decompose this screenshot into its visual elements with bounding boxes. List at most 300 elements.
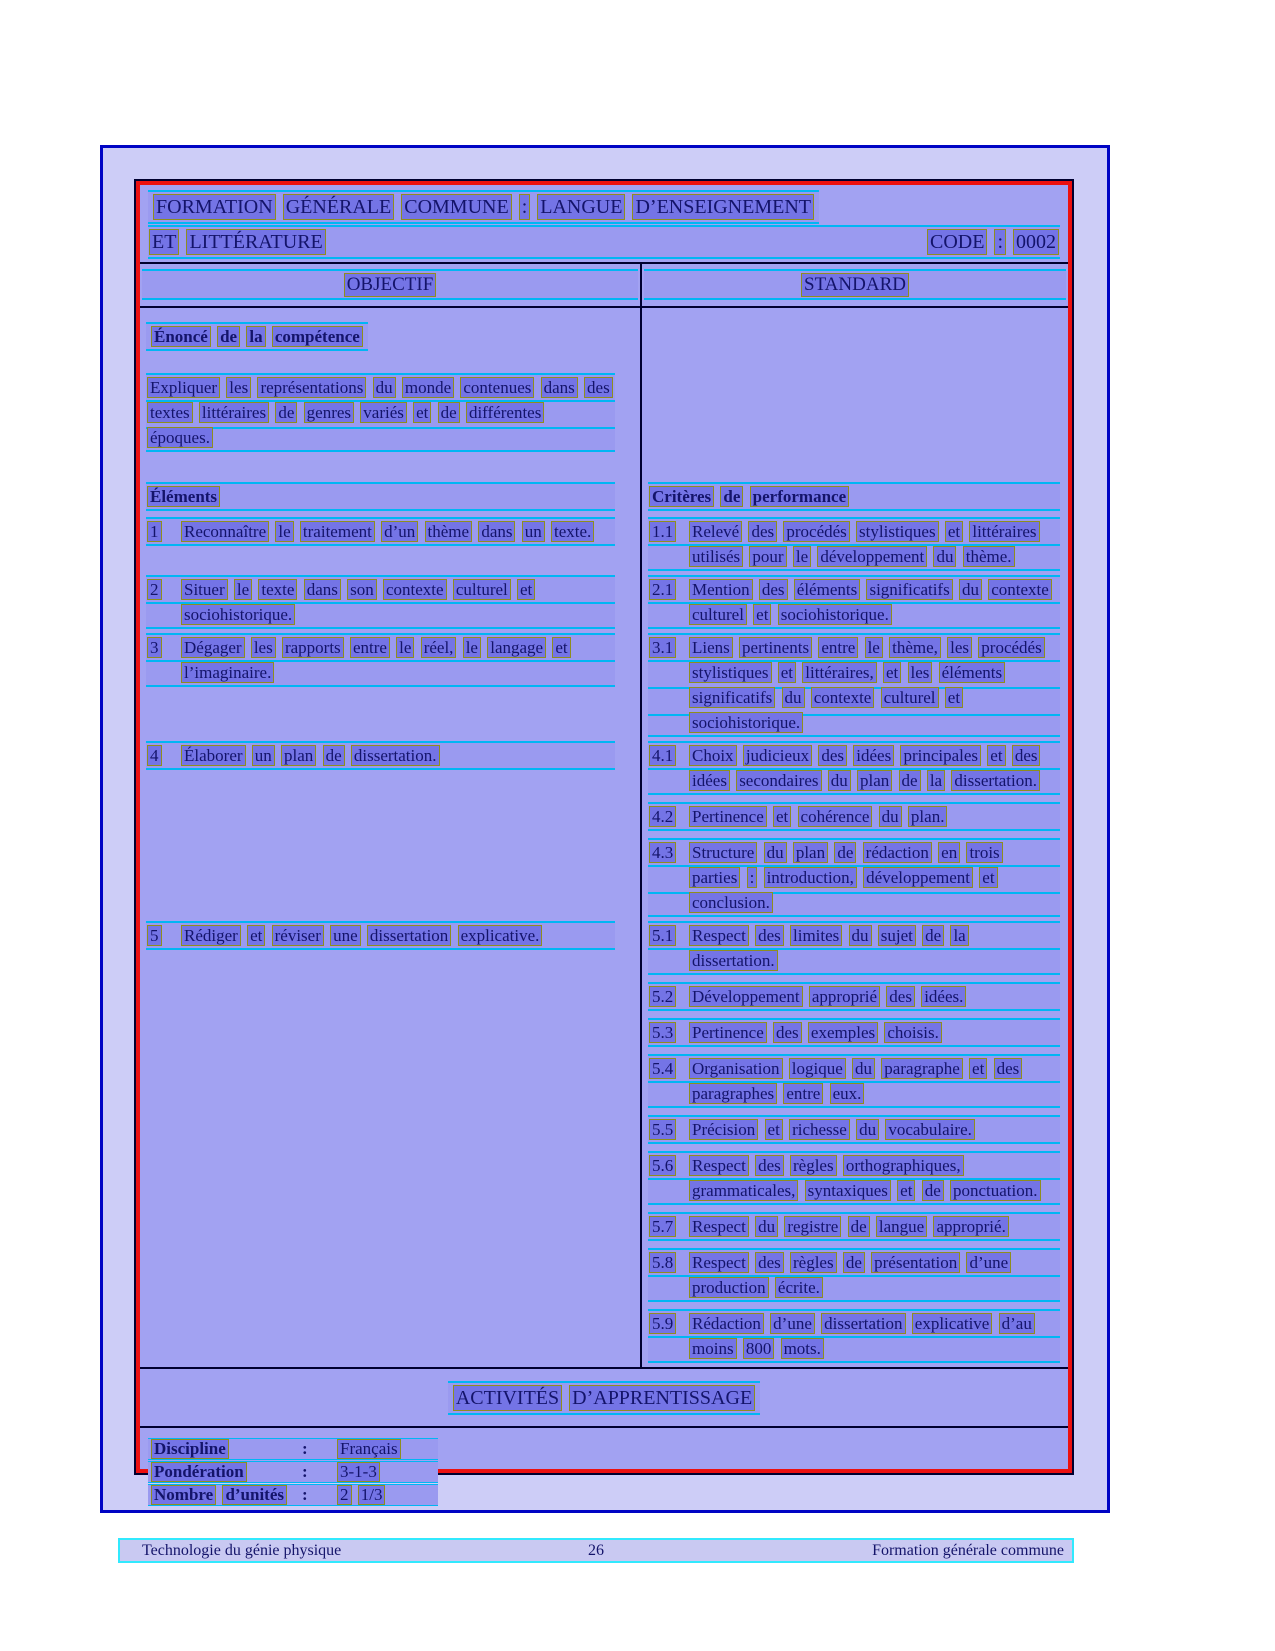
word-highlight: paragraphe [881, 1058, 963, 1079]
criterion-text [688, 923, 1060, 973]
word-highlight: idées [689, 770, 730, 791]
word-highlight: 5.1 [649, 925, 676, 946]
word-highlight: différentes [466, 402, 544, 423]
criterion-text [688, 1153, 1060, 1203]
word-highlight: du [764, 842, 787, 863]
word-highlight: et [945, 521, 963, 542]
word-highlight: la [927, 770, 945, 791]
word-highlight: le [275, 521, 293, 542]
word-highlight: Pertinence [689, 1022, 767, 1043]
word-highlight: des [1012, 745, 1041, 766]
word-highlight: des [773, 1022, 802, 1043]
criteria-cell [642, 921, 1066, 1363]
word-highlight: thème. [963, 546, 1015, 567]
standard-column-header [642, 264, 1068, 306]
word-highlight: et [517, 579, 535, 600]
element-item [146, 633, 615, 687]
criterion-text [688, 743, 1060, 793]
word-highlight: 5.4 [649, 1058, 676, 1079]
word-highlight: 1/3 [358, 1485, 386, 1505]
word-highlight: 5.2 [649, 986, 676, 1007]
course-info-section [140, 1426, 1068, 1507]
element-criteria-row [140, 633, 1068, 737]
word-highlight: Expliquer [147, 377, 220, 398]
word-highlight: et [945, 687, 963, 708]
word-highlight: du [828, 770, 851, 791]
criterion-item [648, 1151, 1060, 1205]
footer-page-number: 26 [588, 1541, 604, 1559]
word-highlight: les [226, 377, 251, 398]
word-highlight: traitement [300, 521, 375, 542]
word-highlight: une [330, 925, 361, 946]
word-highlight: pour [749, 546, 786, 567]
word-highlight: ponctuation. [950, 1180, 1041, 1201]
word-highlight: 4.3 [649, 842, 676, 863]
word-highlight: Pondération [151, 1462, 247, 1482]
criterion-number [648, 1020, 688, 1045]
element-criteria-rows [140, 517, 1068, 1363]
element-cell [140, 517, 640, 546]
word-highlight: entre [350, 637, 390, 658]
word-highlight: le [865, 637, 883, 658]
word-highlight: la [950, 925, 968, 946]
word-highlight: de [843, 1252, 865, 1273]
word-highlight: de [720, 486, 743, 507]
criterion-text [688, 1250, 1060, 1300]
word-highlight: littéraires [969, 521, 1039, 542]
word-highlight: et [897, 1180, 915, 1201]
element-cell [140, 633, 640, 687]
word-highlight: dissertation [367, 925, 451, 946]
word-highlight: OBJECTIF [344, 273, 437, 297]
element-number [146, 923, 180, 948]
word-highlight: Choix [689, 745, 737, 766]
word-highlight: du [933, 546, 956, 567]
word-highlight: les [908, 662, 933, 683]
word-highlight: et [247, 925, 265, 946]
element-item [146, 921, 615, 950]
element-criteria-row [140, 517, 1068, 571]
word-highlight: plan [281, 745, 316, 766]
word-highlight: Précision [689, 1119, 758, 1140]
word-highlight: du [849, 925, 872, 946]
info-colon: : [302, 1462, 308, 1481]
word-highlight: 800 [743, 1338, 775, 1359]
standard-label [644, 269, 1066, 300]
criterion-text [688, 519, 1060, 569]
word-highlight: de [323, 745, 345, 766]
word-highlight: idées. [921, 986, 966, 1007]
objectif-column-header [140, 264, 642, 306]
activities-section [140, 1367, 1068, 1426]
word-highlight: 5.8 [649, 1252, 676, 1273]
element-cell [140, 575, 640, 629]
criteria-cell [642, 633, 1066, 737]
word-highlight: des [755, 1252, 784, 1273]
word-highlight: 2.1 [649, 579, 676, 600]
word-highlight: limites [790, 925, 842, 946]
word-highlight: Respect [689, 1155, 749, 1176]
word-highlight: 0002 [1013, 229, 1059, 255]
criterion-text [688, 984, 1060, 1009]
word-highlight: 5.6 [649, 1155, 676, 1176]
criterion-number [648, 519, 688, 569]
word-highlight: introduction, [764, 867, 857, 888]
element-text [180, 743, 615, 768]
word-highlight: pertinents [739, 637, 812, 658]
criterion-item [648, 1212, 1060, 1241]
criterion-number [648, 984, 688, 1009]
word-highlight: vocabulaire. [885, 1119, 975, 1140]
word-highlight: eux. [830, 1083, 865, 1104]
word-highlight: des [584, 377, 613, 398]
word-highlight: COMMUNE [401, 194, 511, 220]
word-highlight: textes [147, 402, 193, 423]
word-highlight: texte [258, 579, 297, 600]
word-highlight: un [252, 745, 275, 766]
word-highlight: Développement [689, 986, 803, 1007]
word-highlight: contexte [811, 687, 875, 708]
info-label [150, 1462, 302, 1482]
word-highlight: Liens [689, 637, 733, 658]
word-highlight: variés [360, 402, 407, 423]
criterion-number [648, 1056, 688, 1106]
word-highlight: dans [478, 521, 515, 542]
word-highlight: judicieux [743, 745, 812, 766]
word-highlight: Éléments [147, 486, 220, 507]
word-highlight: procédés [783, 521, 849, 542]
word-highlight: stylistiques [689, 662, 772, 683]
info-value [336, 1462, 381, 1482]
criterion-number [648, 635, 688, 735]
word-highlight: dissertation. [951, 770, 1040, 791]
element-text [180, 635, 615, 685]
criterion-item [648, 1309, 1060, 1363]
word-highlight: Respect [689, 1216, 749, 1237]
word-highlight: Respect [689, 1252, 749, 1273]
word-highlight: éléments [794, 579, 860, 600]
word-highlight: sociohistorique. [778, 604, 892, 625]
word-highlight: d’une [770, 1313, 815, 1334]
info-label [150, 1439, 302, 1459]
info-value [336, 1439, 402, 1459]
word-highlight: significatifs [689, 687, 775, 708]
element-criteria-row [140, 741, 1068, 917]
word-highlight: du [782, 687, 805, 708]
word-highlight: FORMATION [153, 194, 276, 220]
word-highlight: culturel [881, 687, 939, 708]
criterion-item [648, 575, 1060, 629]
word-highlight: développement [817, 546, 927, 567]
word-highlight: et [987, 745, 1005, 766]
course-title-line1 [148, 190, 819, 224]
criterion-item [648, 921, 1060, 975]
word-highlight: registre [784, 1216, 841, 1237]
word-highlight: moins [689, 1338, 737, 1359]
word-highlight: production [689, 1277, 769, 1298]
criterion-number [648, 743, 688, 793]
word-highlight: orthographiques, [843, 1155, 964, 1176]
word-highlight: 2 [337, 1485, 352, 1505]
criterion-number [648, 804, 688, 829]
criterion-number [648, 1153, 688, 1203]
word-highlight: du [959, 579, 982, 600]
word-highlight: de [834, 842, 856, 863]
course-title-line2-text [148, 227, 327, 257]
elements-heading [146, 482, 615, 511]
element-text [180, 577, 615, 627]
word-highlight: culturel [453, 579, 511, 600]
word-highlight: le [793, 546, 811, 567]
word-highlight: du [852, 1058, 875, 1079]
word-highlight: paragraphes [689, 1083, 777, 1104]
word-highlight: littéraires [199, 402, 269, 423]
word-highlight: culturel [689, 604, 747, 625]
word-highlight: Situer [181, 579, 228, 600]
word-highlight: : [747, 867, 758, 888]
word-highlight: LITTÉRATURE [186, 229, 325, 255]
word-highlight: rédaction [863, 842, 932, 863]
word-highlight: réel, [421, 637, 457, 658]
word-highlight: des [818, 745, 847, 766]
word-highlight: plan [857, 770, 892, 791]
criterion-item [648, 838, 1060, 917]
word-highlight: Dégager [181, 637, 245, 658]
word-highlight: la [246, 326, 265, 347]
element-item [146, 741, 615, 770]
word-highlight: 2 [147, 579, 162, 600]
word-highlight: des [759, 579, 788, 600]
word-highlight: le [234, 579, 252, 600]
element-number [146, 519, 180, 544]
criteria-cell [642, 517, 1066, 571]
word-highlight: secondaires [736, 770, 821, 791]
word-highlight: époques. [147, 427, 213, 448]
word-highlight: Discipline [151, 1439, 229, 1459]
word-highlight: 1.1 [649, 521, 676, 542]
word-highlight: règles [790, 1155, 837, 1176]
table-body [140, 308, 1068, 1367]
word-highlight: son [347, 579, 377, 600]
word-highlight: de [922, 1180, 944, 1201]
word-highlight: écrite. [775, 1277, 823, 1298]
criterion-text [688, 577, 1060, 627]
criterion-item [648, 633, 1060, 737]
word-highlight: du [373, 377, 396, 398]
word-highlight: dissertation. [351, 745, 440, 766]
course-title-line2 [148, 225, 1060, 259]
word-highlight: plan [793, 842, 828, 863]
element-text [180, 923, 615, 948]
word-highlight: des [748, 521, 777, 542]
element-number [146, 743, 180, 768]
word-highlight: des [755, 925, 784, 946]
word-highlight: 3.1 [649, 637, 676, 658]
info-line [148, 1438, 438, 1460]
element-cell [140, 741, 640, 770]
word-highlight: en [938, 842, 960, 863]
word-highlight: richesse [789, 1119, 850, 1140]
word-highlight: approprié [809, 986, 880, 1007]
word-highlight: trois [966, 842, 1002, 863]
criterion-text [688, 1020, 1060, 1045]
word-highlight: du [755, 1216, 778, 1237]
course-code [926, 227, 1060, 257]
word-highlight: le [463, 637, 481, 658]
word-highlight: performance [750, 486, 849, 507]
word-highlight: mots. [781, 1338, 824, 1359]
table-title-block [140, 185, 1068, 264]
criterion-text [688, 1311, 1060, 1361]
word-highlight: Relevé [689, 521, 742, 542]
word-highlight: de [275, 402, 297, 423]
element-criteria-row [140, 921, 1068, 1363]
word-highlight: grammaticales, [689, 1180, 798, 1201]
word-highlight: 5.7 [649, 1216, 676, 1237]
criterion-item [648, 1115, 1060, 1144]
criterion-text [688, 804, 1060, 829]
word-highlight: explicative. [458, 925, 543, 946]
word-highlight: contenues [460, 377, 534, 398]
element-number [146, 577, 180, 627]
criterion-number [648, 1214, 688, 1239]
criterion-text [688, 1056, 1060, 1106]
word-highlight: Pertinence [689, 806, 767, 827]
word-highlight: Élaborer [181, 745, 246, 766]
element-item [146, 575, 615, 629]
word-highlight: et [979, 867, 997, 888]
word-highlight: d’un [381, 521, 418, 542]
word-highlight: ACTIVITÉS [453, 1385, 562, 1411]
footer-right-text: Formation générale commune [872, 1541, 1064, 1559]
criterion-item [648, 1248, 1060, 1302]
info-value [336, 1485, 386, 1505]
criterion-item [648, 1018, 1060, 1047]
elements-heading-cell [140, 482, 640, 511]
criterion-text [688, 1214, 1060, 1239]
criterion-text [688, 1117, 1060, 1142]
competence-section [140, 322, 1068, 452]
element-cell [140, 921, 640, 950]
criterion-item [648, 982, 1060, 1011]
word-highlight: principales [900, 745, 981, 766]
word-highlight: 3-1-3 [337, 1462, 380, 1482]
word-highlight: langue [876, 1216, 927, 1237]
word-highlight: dans [304, 579, 341, 600]
footer-left-text: Technologie du génie physique [142, 1541, 342, 1559]
objectif-label [142, 269, 638, 300]
criterion-number [648, 577, 688, 627]
word-highlight: et [883, 662, 901, 683]
word-highlight: dissertation [821, 1313, 905, 1334]
page-footer [118, 1538, 1074, 1563]
criteres-heading-cell [642, 482, 1066, 511]
word-highlight: des [886, 986, 915, 1007]
word-highlight: stylistiques [856, 521, 939, 542]
criterion-number [648, 1117, 688, 1142]
word-highlight: et [753, 604, 771, 625]
criterion-number [648, 923, 688, 973]
word-highlight: des [994, 1058, 1023, 1079]
word-highlight: Structure [689, 842, 757, 863]
criterion-text [688, 635, 1060, 735]
word-highlight: GÉNÉRALE [283, 194, 395, 220]
word-highlight: représentations [257, 377, 366, 398]
word-highlight: exemples [808, 1022, 878, 1043]
word-highlight: contexte [383, 579, 447, 600]
word-highlight: rapports [282, 637, 344, 658]
word-highlight: sociohistorique. [181, 604, 295, 625]
word-highlight: de [217, 326, 240, 347]
criterion-item [648, 1054, 1060, 1108]
criteria-cell [642, 741, 1066, 917]
element-criteria-row [140, 575, 1068, 629]
word-highlight: D’APPRENTISSAGE [569, 1385, 755, 1411]
word-highlight: CODE [927, 229, 987, 255]
word-highlight: Organisation [689, 1058, 783, 1079]
word-highlight: entre [818, 637, 858, 658]
course-table [134, 179, 1074, 1504]
info-line [148, 1461, 438, 1483]
course-table-inner [136, 181, 1072, 1504]
word-highlight: Mention [689, 579, 753, 600]
word-highlight: thème, [889, 637, 941, 658]
criterion-item [648, 802, 1060, 831]
word-highlight: 4.1 [649, 745, 676, 766]
word-highlight: thème [425, 521, 473, 542]
word-highlight: dans [541, 377, 578, 398]
word-highlight: Respect [689, 925, 749, 946]
criterion-number [648, 1311, 688, 1361]
enonce-text [146, 373, 615, 452]
word-highlight: éléments [939, 662, 1005, 683]
word-highlight: Critères [649, 486, 714, 507]
word-highlight: genres [304, 402, 354, 423]
word-highlight: et [552, 637, 570, 658]
word-highlight: 5 [147, 925, 162, 946]
word-highlight: syntaxiques [805, 1180, 891, 1201]
word-highlight: ET [149, 229, 179, 255]
info-colon: : [302, 1439, 308, 1458]
criterion-item [648, 517, 1060, 571]
word-highlight: cohérence [798, 806, 873, 827]
word-highlight: significatifs [866, 579, 952, 600]
word-highlight: logique [789, 1058, 846, 1079]
word-highlight: présentation [871, 1252, 960, 1273]
word-highlight: procédés [978, 637, 1044, 658]
criterion-number [648, 840, 688, 915]
info-line [148, 1484, 438, 1506]
word-highlight: un [522, 521, 545, 542]
word-highlight: sociohistorique. [689, 712, 803, 733]
element-text [180, 519, 615, 544]
word-highlight: sujet [878, 925, 916, 946]
criterion-text [688, 840, 1060, 915]
word-highlight: STANDARD [801, 273, 909, 297]
word-highlight: entre [783, 1083, 823, 1104]
word-highlight: règles [790, 1252, 837, 1273]
word-highlight: Énoncé [151, 326, 211, 347]
word-highlight: littéraires, [802, 662, 876, 683]
word-highlight: dissertation. [689, 950, 778, 971]
word-highlight: et [765, 1119, 783, 1140]
info-label [150, 1485, 302, 1505]
criteria-cell [642, 575, 1066, 629]
word-highlight: et [778, 662, 796, 683]
element-item [146, 517, 615, 546]
element-number [146, 635, 180, 685]
word-highlight: explicative [912, 1313, 993, 1334]
